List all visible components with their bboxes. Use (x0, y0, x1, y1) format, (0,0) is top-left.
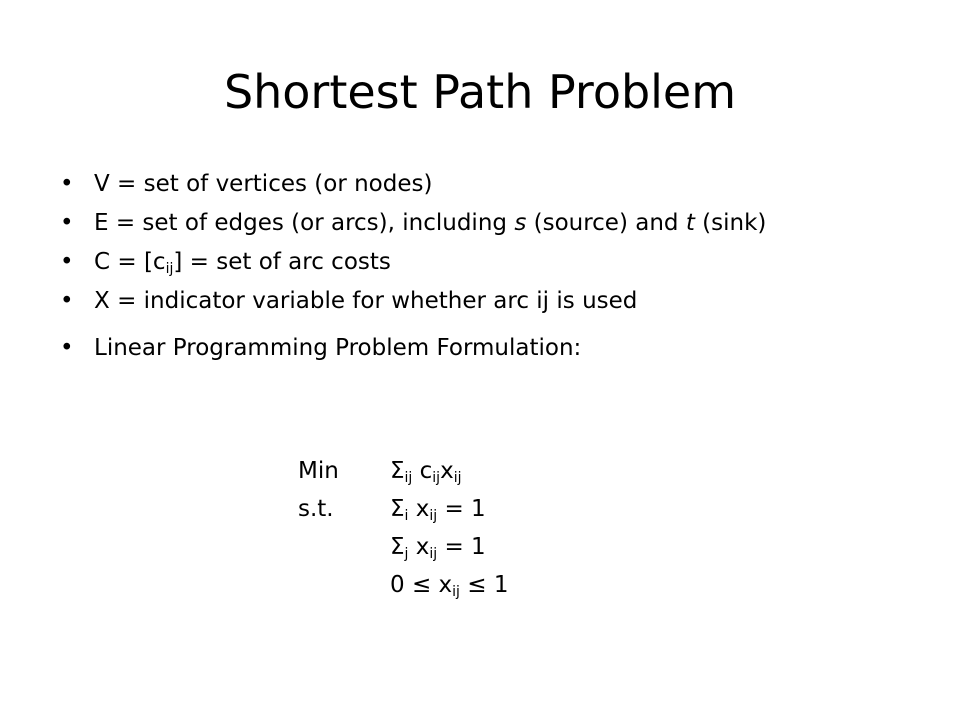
bullet-dot: • (60, 249, 74, 275)
bullet-dot: • (60, 335, 74, 361)
bullet-indicator (60, 287, 920, 316)
constraint-expression-2: $\Sigma_j$ $x_{ij} = 1$ (390, 534, 486, 562)
bullet-text: X = indicator variable for whether arc ij is used (94, 288, 638, 314)
constraint-expression-1: $\Sigma_i$ $x_{ij} = 1$ (390, 496, 486, 524)
st-label: s.t. (298, 496, 334, 522)
bullet-dot: • (60, 210, 74, 236)
constraint-key-spacer (298, 528, 390, 566)
bullet-edges (60, 209, 920, 238)
bullet-text: V = set of vertices (or nodes) (94, 171, 433, 197)
bullet-list (60, 170, 920, 373)
bullet-dot: • (60, 288, 74, 314)
bullet-lp-formulation (60, 334, 920, 363)
constraint-row-1 (298, 490, 508, 528)
constraint-expression-3: $0 \le x_{ij} \le 1$ (390, 572, 509, 600)
bullet-costs (60, 248, 920, 277)
bullet-dot: • (60, 171, 74, 197)
bullet-vertices (60, 170, 920, 199)
sink-symbol: t (685, 210, 695, 236)
bullet-text: Linear Programming Problem Formulation: (94, 335, 582, 361)
lp-formula (298, 452, 508, 604)
slide-title: Shortest Path Problem (223, 65, 737, 119)
constraint-row-2 (298, 528, 508, 566)
objective-expression: $\Sigma_{ij}$ $c_{ij}x_{ij}$ (390, 458, 462, 486)
objective-row (298, 452, 508, 490)
constraint-key-spacer (298, 566, 390, 604)
bullet-text: E = set of edges (or arcs), including s (source) and t (sink) (94, 210, 767, 236)
bullet-text: $C = [c_{ij}]$ = set of arc costs (94, 249, 391, 277)
source-symbol: s (514, 210, 527, 236)
constraint-row-3 (298, 566, 508, 604)
min-label: Min (298, 458, 339, 484)
